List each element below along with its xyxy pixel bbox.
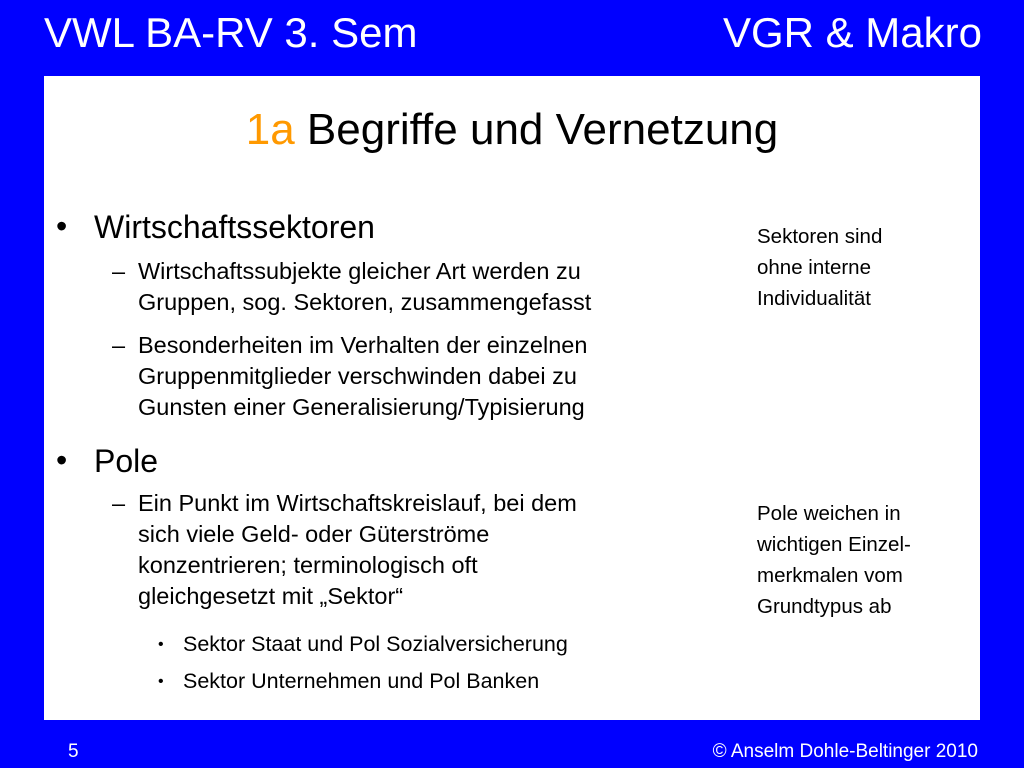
- sub-bullet-pol-definition: [112, 488, 577, 612]
- line: Wirtschaftssubjekte gleicher Art werden zu: [138, 258, 581, 284]
- bullet-marker: •: [158, 673, 164, 690]
- line: wichtigen Einzel-: [757, 533, 911, 556]
- line: Gruppenmitglieder verschwinden dabei zu: [138, 363, 577, 389]
- bullet-marker: •: [56, 208, 68, 244]
- line: gleichgesetzt mit „Sektor“: [138, 583, 404, 609]
- note-sektoren: [757, 221, 882, 314]
- sub-bullet-besonderheiten: [112, 330, 588, 423]
- bullet-wirtschaftssektoren: [56, 208, 375, 245]
- note-pole: [757, 498, 911, 622]
- dash-marker: –: [112, 490, 126, 516]
- bullet-marker: •: [158, 636, 164, 653]
- copyright-notice: © Anselm Dohle-Beltinger 2010: [712, 741, 978, 762]
- sub-sub-bullet-unternehmen: [158, 669, 540, 693]
- sub-bullet-sektoren-definition: [112, 256, 592, 318]
- header-course: VWL BA-RV 3. Sem: [44, 9, 418, 56]
- bullet-text: Pole: [94, 443, 159, 479]
- bullet-text: Sektor Staat und Pol Sozialversicherung: [183, 632, 568, 656]
- title-text: Begriffe und Vernetzung: [294, 105, 779, 154]
- line: Sektoren sind: [757, 225, 883, 248]
- slide-content-panel: [44, 76, 980, 720]
- sub-sub-bullet-staat: [158, 632, 568, 656]
- line: Besonderheiten im Verhalten der einzelnen: [138, 332, 588, 358]
- line: Ein Punkt im Wirtschaftskreislauf, bei dem: [138, 490, 577, 516]
- line: Gunsten einer Generalisierung/Typisierung: [138, 394, 585, 420]
- line: Gruppen, sog. Sektoren, zusammengefasst: [138, 289, 592, 315]
- dash-marker: –: [112, 258, 126, 284]
- title-number: 1a: [245, 105, 295, 154]
- bullet-marker: •: [56, 442, 68, 478]
- line: konzentrieren; terminologisch oft: [138, 552, 478, 578]
- line: Pole weichen in: [757, 502, 901, 525]
- dash-marker: –: [112, 332, 126, 358]
- line: merkmalen vom: [757, 564, 903, 587]
- page-number: 5: [68, 741, 79, 762]
- bullet-pole: [56, 442, 159, 479]
- slide-title: [44, 106, 980, 154]
- line: sich viele Geld- oder Güterströme: [138, 521, 490, 547]
- bullet-text: Sektor Unternehmen und Pol Banken: [183, 669, 540, 693]
- bullet-text: Wirtschaftssektoren: [94, 209, 375, 245]
- header-topic: VGR & Makro: [722, 9, 982, 56]
- line: ohne interne: [757, 256, 871, 279]
- line: Grundtypus ab: [757, 595, 892, 618]
- line: Individualität: [757, 287, 871, 310]
